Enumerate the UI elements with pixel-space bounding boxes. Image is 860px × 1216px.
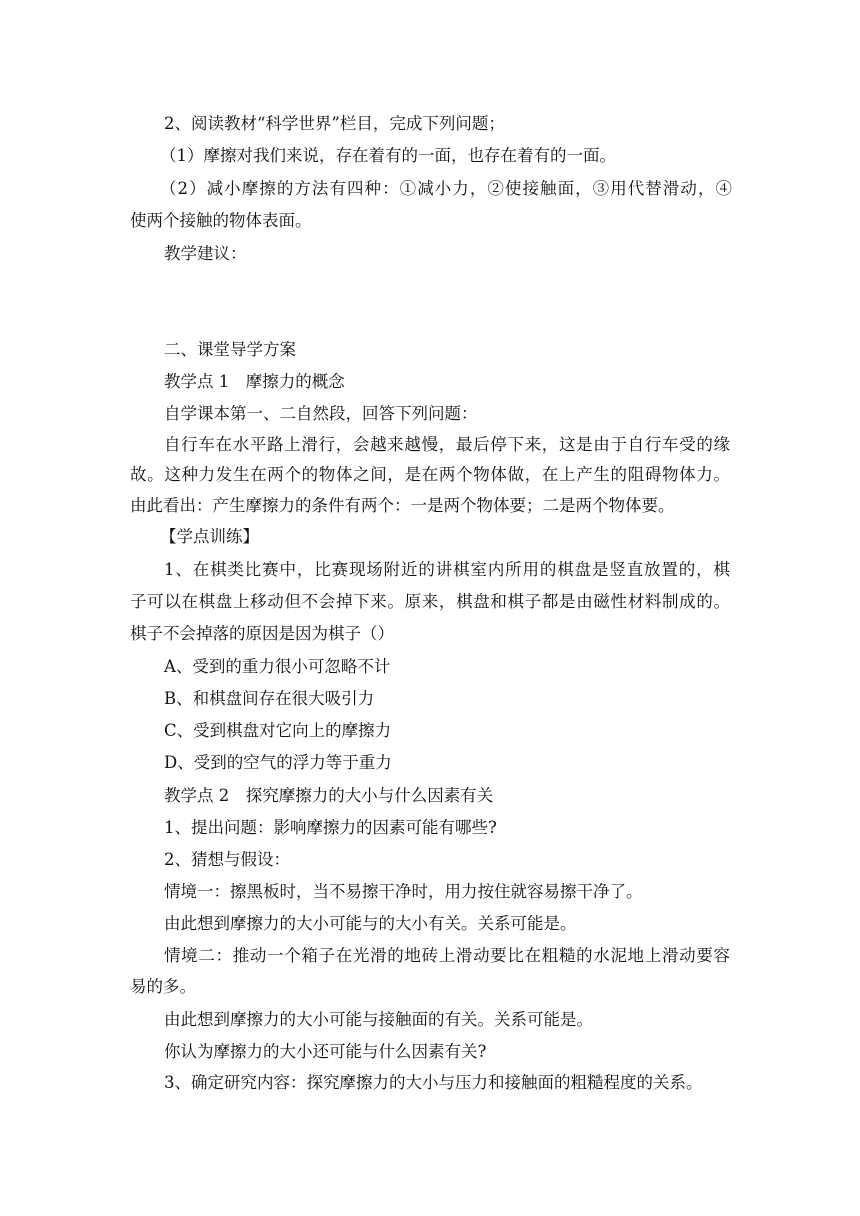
text-line: 情境二：推动一个箱子在光滑的地砖上滑动要比在粗糙的水泥地上滑动要容	[164, 946, 730, 965]
text-line: 自学课本第一、二自然段，回答下列问题：	[164, 404, 478, 423]
option-c: C、受到棋盘对它向上的摩擦力	[164, 721, 392, 740]
text-line: 棋子不会掉落的原因是因为棋子（）	[130, 624, 394, 643]
option-a: A、受到的重力很小可忽略不计	[164, 657, 391, 676]
text-line: 1、提出问题：影响摩擦力的因素可能有哪些?	[164, 818, 497, 837]
text-line: 使两个接触的物体表面。	[130, 211, 312, 230]
text-line: 2、阅读教材“科学世界”栏目，完成下列问题；	[164, 114, 505, 133]
section-heading: 二、课堂导学方案	[164, 340, 296, 359]
text-line: 自行车在水平路上滑行，会越来越慢，最后停下来，这是由于自行车受的缘	[164, 435, 730, 454]
text-line: 你认为摩擦力的大小还可能与什么因素有关?	[164, 1042, 487, 1061]
text-line: 1、在棋类比赛中，比赛现场附近的讲棋室内所用的棋盘是竖直放置的，棋	[164, 560, 730, 579]
text-line: 3、确定研究内容：探究摩擦力的大小与压力和接触面的粗糙程度的关系。	[164, 1073, 703, 1092]
text-line: 故。这种力发生在两个的物体之间，是在两个物体做，在上产生的阻碍物体力。	[130, 465, 730, 484]
option-b: B、和棋盘间存在很大吸引力	[164, 689, 375, 708]
subsection-heading: 教学点 1 摩擦力的概念	[164, 372, 345, 391]
subsection-heading: 教学点 2 探究摩擦力的大小与什么因素有关	[164, 786, 494, 805]
text-line: 情境一：擦黑板时，当不易擦干净时，用力按住就容易擦干净了。	[164, 882, 643, 901]
text-line: 由此看出：产生摩擦力的条件有两个：一是两个物体要；二是两个物体要。	[130, 496, 675, 515]
option-d: D、受到的空气的浮力等于重力	[164, 753, 392, 772]
text-line: 易的多。	[130, 977, 196, 996]
text-line: 由此想到摩擦力的大小可能与的大小有关。关系可能是。	[164, 914, 577, 933]
section-label: 【学点训练】	[160, 527, 259, 546]
text-line: 由此想到摩擦力的大小可能与接触面的有关。关系可能是。	[164, 1010, 593, 1029]
text-line: （1）摩擦对我们来说，存在着有的一面，也存在着有的一面。	[160, 146, 616, 165]
text-line: 教学建议：	[164, 244, 247, 263]
text-line: 子可以在棋盘上移动但不会掉下来。原来，棋盘和棋子都是由磁性材料制成的。	[130, 592, 730, 611]
text-line: 2、猜想与假设：	[164, 850, 290, 869]
text-line: （2）减小摩擦的方法有四种：①减小力，②使接触面，③用代替滑动，④	[160, 179, 732, 198]
